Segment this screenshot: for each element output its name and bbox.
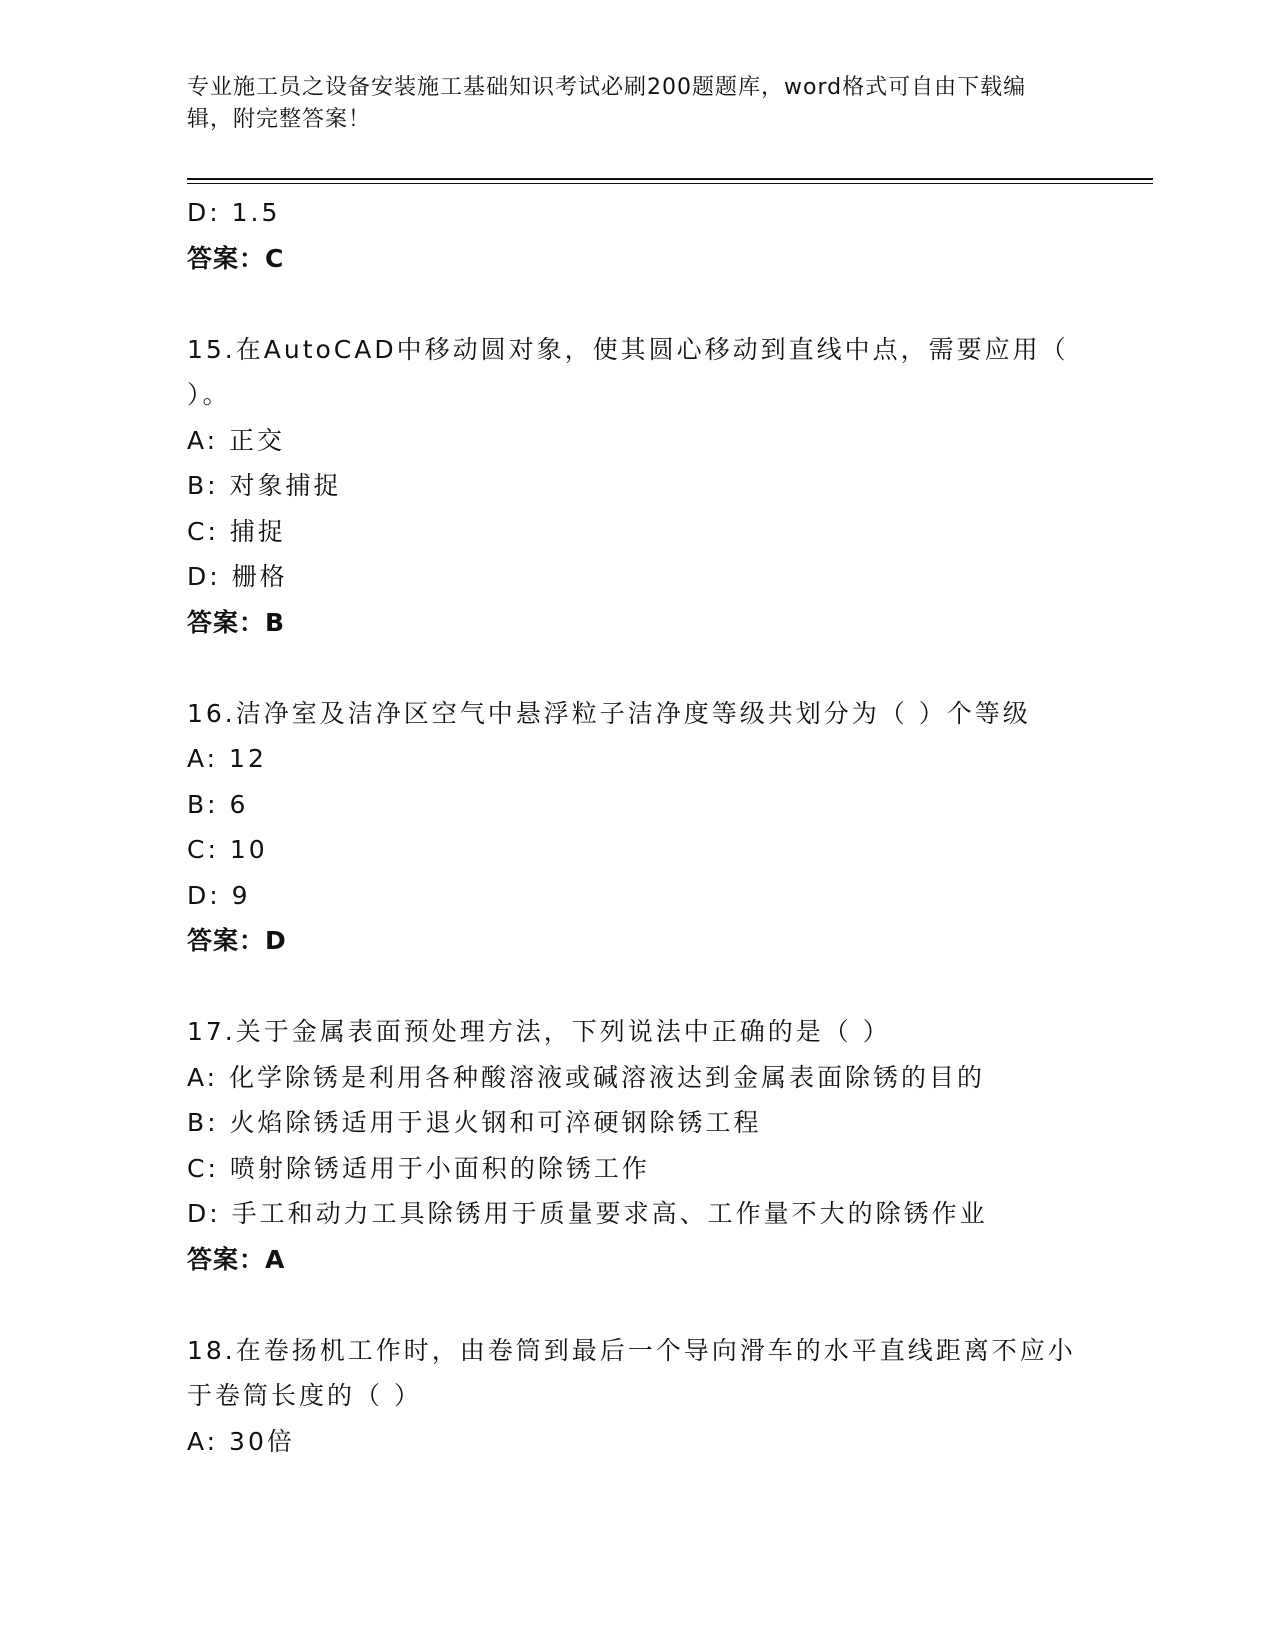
option-c: C: 捕捉 — [187, 516, 286, 546]
spacer — [187, 1282, 1087, 1328]
option-b: B: 对象捕捉 — [187, 471, 342, 500]
answer-label: 答案：B — [187, 607, 286, 637]
option-d: D: 9 — [187, 880, 251, 910]
option-c: C: 10 — [187, 835, 268, 864]
option-b: B: 6 — [187, 789, 249, 819]
option-a: A: 化学除锈是利用各种酸溶液或碱溶液达到金属表面除锈的目的 — [187, 1062, 986, 1092]
option-a: A: 30倍 — [187, 1426, 295, 1456]
header-divider-thick — [187, 178, 1153, 180]
option-d: D: 栅格 — [187, 562, 288, 591]
question-15 — [187, 327, 1087, 646]
option-a: A: 12 — [187, 744, 267, 773]
spacer — [187, 645, 1087, 691]
option-d: D: 手工和动力工具除锈用于质量要求高、工作量不大的除锈作业 — [187, 1199, 988, 1228]
option-d: D: 1.5 — [187, 198, 281, 227]
question-17 — [187, 1009, 1087, 1282]
question-18 — [187, 1328, 1087, 1465]
option-b: B: 火焰除锈适用于退火钢和可淬硬钢除锈工程 — [187, 1108, 762, 1137]
question-stem: 16.洁净室及洁净区空气中悬浮粒子洁净度等级共划分为（ ）个等级 — [187, 698, 1031, 728]
spacer — [187, 281, 1087, 327]
option-a: A: 正交 — [187, 425, 286, 455]
answer-label: 答案：D — [187, 926, 287, 955]
answer-label: 答案：A — [187, 1244, 286, 1274]
question-list — [187, 190, 1087, 1464]
question-stem: 18.在卷扬机工作时，由卷筒到最后一个导向滑车的水平直线距离不应小于卷筒长度的（ ） — [187, 1335, 1076, 1410]
spacer — [187, 964, 1087, 1010]
option-c: C: 喷射除锈适用于小面积的除锈工作 — [187, 1153, 650, 1183]
question-14-tail — [187, 190, 1087, 281]
page-header-title: 专业施工员之设备安装施工基础知识考试必刷200题题库，word格式可自由下载编辑，附完整答案！ — [187, 75, 1027, 132]
question-16 — [187, 691, 1087, 964]
question-stem: 17.关于金属表面预处理方法，下列说法中正确的是（ ） — [187, 1017, 891, 1046]
answer-label: 答案：C — [187, 243, 285, 273]
header-divider-thin — [187, 183, 1153, 184]
question-stem: 15.在AutoCAD中移动圆对象，使其圆心移动到直线中点，需要应用（ ）。 — [187, 334, 1069, 409]
